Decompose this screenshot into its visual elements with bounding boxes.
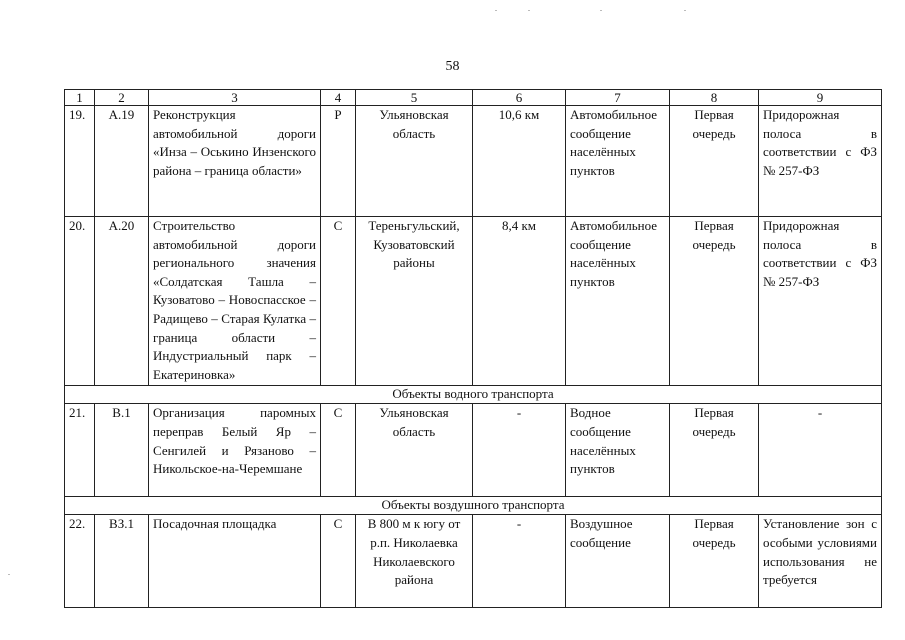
scan-speck bbox=[528, 10, 530, 11]
scan-speck bbox=[495, 10, 497, 11]
table-row bbox=[65, 404, 882, 497]
purpose-cell: Воздушное сообщение bbox=[566, 515, 670, 608]
section-row-water bbox=[65, 386, 882, 404]
zone-cell: Придорожная полоса в соответствии с ФЗ № 257-ФЗ bbox=[759, 106, 882, 217]
stage-cell: Первая очередь bbox=[670, 217, 759, 386]
stage-cell: Первая очередь bbox=[670, 404, 759, 497]
column-header: 6 bbox=[473, 90, 566, 106]
table-row bbox=[65, 515, 882, 608]
length-cell: 10,6 км bbox=[473, 106, 566, 217]
row-number-cell: 20. bbox=[65, 217, 95, 386]
code-cell: ВЗ.1 bbox=[95, 515, 149, 608]
column-header: 7 bbox=[566, 90, 670, 106]
page-number: 58 bbox=[445, 59, 460, 74]
zone-cell: - bbox=[759, 404, 882, 497]
column-header: 5 bbox=[356, 90, 473, 106]
table-header-row bbox=[65, 90, 882, 106]
purpose-cell: Автомобильное сообщение населённых пунктов bbox=[566, 106, 670, 217]
type-cell: С bbox=[321, 217, 356, 386]
type-cell: С bbox=[321, 404, 356, 497]
zone-cell: Установление зон с особыми условиями использования не требуется bbox=[759, 515, 882, 608]
table-row bbox=[65, 106, 882, 217]
column-header: 2 bbox=[95, 90, 149, 106]
type-cell: Р bbox=[321, 106, 356, 217]
column-header: 1 bbox=[65, 90, 95, 106]
length-cell: - bbox=[473, 515, 566, 608]
zone-cell: Придорожная полоса в соответствии с ФЗ № 257-ФЗ bbox=[759, 217, 882, 386]
scan-speck bbox=[600, 10, 602, 11]
row-number-cell: 21. bbox=[65, 404, 95, 497]
location-cell: Ульяновская область bbox=[356, 106, 473, 217]
column-header: 4 bbox=[321, 90, 356, 106]
type-cell: С bbox=[321, 515, 356, 608]
object-name-cell: Организация паромных переправ Белый Яр – Сенгилей и Рязаново – Никольское-на-Черемшане bbox=[149, 404, 321, 497]
code-cell: А.20 bbox=[95, 217, 149, 386]
column-header: 9 bbox=[759, 90, 882, 106]
location-cell: В 800 м к югу от р.п. Николаевка Николаевского района bbox=[356, 515, 473, 608]
scan-speck bbox=[8, 574, 10, 575]
code-cell: В.1 bbox=[95, 404, 149, 497]
length-cell: - bbox=[473, 404, 566, 497]
transport-objects-table bbox=[64, 89, 882, 608]
length-cell: 8,4 км bbox=[473, 217, 566, 386]
code-cell: А.19 bbox=[95, 106, 149, 217]
location-cell: Ульяновская область bbox=[356, 404, 473, 497]
location-cell: Тереньгульский, Кузоватовский районы bbox=[356, 217, 473, 386]
column-header: 3 bbox=[149, 90, 321, 106]
section-title: Объекты воздушного транспорта bbox=[65, 497, 882, 515]
stage-cell: Первая очередь bbox=[670, 515, 759, 608]
purpose-cell: Водное сообщение населённых пунктов bbox=[566, 404, 670, 497]
row-number-cell: 19. bbox=[65, 106, 95, 217]
object-name-cell: Посадочная площадка bbox=[149, 515, 321, 608]
section-title: Объекты водного транспорта bbox=[65, 386, 882, 404]
stage-cell: Первая очередь bbox=[670, 106, 759, 217]
row-number-cell: 22. bbox=[65, 515, 95, 608]
column-header: 8 bbox=[670, 90, 759, 106]
object-name-cell: Реконструкция автомобильной дороги «Инза – Оськино Инзенского района – граница области» bbox=[149, 106, 321, 217]
object-name-cell: Строительство автомобильной дороги регионального значения «Солдатская Ташла – Кузоватово – Новоспасское – Радищево – Старая Кулатка – граница области – Индустриальный парк – Екатериновка» bbox=[149, 217, 321, 386]
table-row bbox=[65, 217, 882, 386]
scan-speck bbox=[684, 10, 686, 11]
purpose-cell: Автомобильное сообщение населённых пунктов bbox=[566, 217, 670, 386]
section-row-air bbox=[65, 497, 882, 515]
